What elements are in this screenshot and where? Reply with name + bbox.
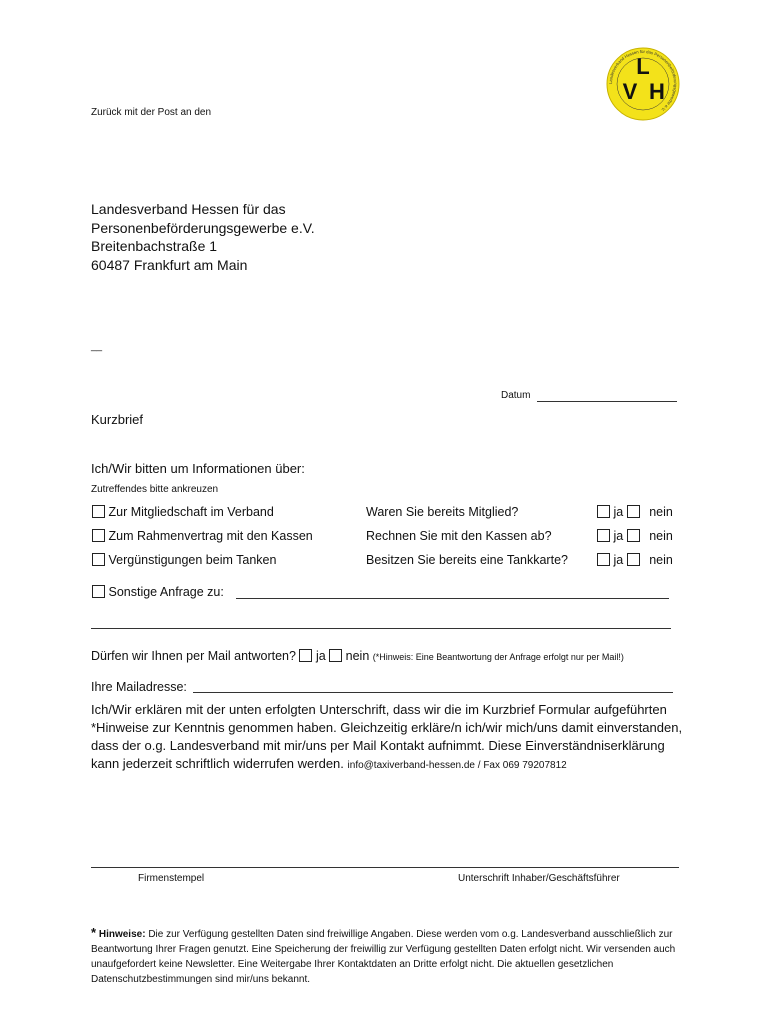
checkbox-other[interactable] (92, 585, 105, 598)
no-label: nein (649, 529, 673, 543)
logo-letter-v: V (622, 79, 638, 104)
footnote (91, 925, 691, 987)
contact-info: info@taxiverband-hessen.de / Fax 069 79207812 (347, 760, 567, 771)
no-label: nein (649, 505, 673, 519)
checkbox-yes[interactable] (597, 505, 610, 518)
address-line: Breitenbachstraße 1 (91, 238, 218, 254)
logo-letter-l: L (636, 54, 650, 79)
consent-text: Ich/Wir erklären mit der unten erfolgten Unterschrift, dass wir die im Kurzbrief Formular aufgeführten *Hinweise zur Kenntnis genommen haben. Gleichzeitig erkläre/n ich/wir mich/uns damit einverstanden, dass der o.g. Landesverband mit mir/uns per Mail Kontakt aufnimmt. Diese Einverständniserklärung kann jederzeit schriftlich widerrufen werden. (91, 702, 683, 771)
other-label: Sonstige Anfrage zu: (108, 585, 224, 599)
intro-text: Ich/Wir bitten um Informationen über: (91, 461, 305, 476)
option-other (92, 585, 224, 599)
logo-ring-text: Landesverband Hessen für das Personenbeförderungsgewerbe e.V. (607, 48, 679, 113)
option-label: Vergünstigungen beim Tanken (108, 553, 277, 567)
other-request-line-2[interactable] (91, 628, 671, 629)
checkbox-mail-yes[interactable] (299, 649, 312, 662)
mail-hint: (*Hinweis: Eine Beantwortung der Anfrage erfolgt nur per Mail!) (372, 652, 624, 662)
yes-label: ja (613, 553, 624, 567)
checkbox-membership[interactable] (92, 505, 105, 518)
address-line: Personenbeförderungsgewerbe e.V. (91, 219, 315, 236)
answer-framework-contract (597, 529, 673, 543)
address-line: 60487 Frankfurt am Main (91, 256, 248, 273)
mail-question-row (91, 649, 624, 663)
mail-yes-label: ja (315, 649, 326, 663)
lvh-logo (606, 47, 680, 121)
answer-fuel-card (597, 553, 673, 567)
option-membership (92, 505, 274, 519)
option-framework-contract (92, 529, 313, 543)
mail-address-line[interactable] (193, 692, 673, 693)
signature-label: Unterschrift Inhaber/Geschäftsführer (458, 873, 620, 884)
no-label: nein (649, 553, 673, 567)
consent-paragraph (91, 701, 691, 775)
checkbox-no[interactable] (627, 553, 640, 566)
signature-line[interactable] (91, 867, 679, 868)
other-request-line[interactable] (236, 598, 669, 599)
checkbox-no[interactable] (627, 505, 640, 518)
checkbox-yes[interactable] (597, 529, 610, 542)
yes-label: ja (613, 529, 624, 543)
footnote-text: Die zur Verfügung gestellten Daten sind freiwillige Angaben. Diese werden vom o.g. Landesverband ausschließlich zur Beantwortung Ihrer Fragen genutzt. Eine Speicherung der freiwillig zur Verfügung gestellten Daten erfolgt nicht. Wir versenden auch unaufgefordert keine Newsletter. Eine Weitergabe Ihrer Kontaktdaten an Dritte erfolgt nicht. Die aktuellen gesetzlichen Datenschutzbestimmungen sind mir/uns bekannt. (91, 929, 676, 985)
footnote-title: Hinweise: (98, 929, 146, 940)
small-mark: __ (91, 341, 103, 352)
checkbox-yes[interactable] (597, 553, 610, 566)
recipient-address (91, 200, 315, 274)
address-line: Landesverband Hessen für das (91, 201, 286, 217)
yes-label: ja (613, 505, 624, 519)
tick-hint: Zutreffendes bitte ankreuzen (91, 484, 219, 495)
footnote-marker: * (91, 925, 97, 940)
question-fuel-card: Besitzen Sie bereits eine Tankkarte? (366, 553, 568, 567)
logo-letter-h: H (649, 79, 665, 104)
mail-question: Dürfen wir Ihnen per Mail antworten? (91, 649, 296, 663)
option-fuel-discount (92, 553, 276, 567)
return-note: Zurück mit der Post an den (91, 107, 212, 118)
question-framework-contract: Rechnen Sie mit den Kassen ab? (366, 529, 552, 543)
stamp-label: Firmenstempel (138, 873, 205, 884)
checkbox-framework-contract[interactable] (92, 529, 105, 542)
mail-address-label: Ihre Mailadresse: (91, 680, 187, 694)
checkbox-mail-no[interactable] (329, 649, 342, 662)
page-title: Kurzbrief (91, 412, 144, 427)
checkbox-no[interactable] (627, 529, 640, 542)
mail-no-label: nein (345, 649, 370, 663)
date-label: Datum (501, 390, 531, 401)
question-membership: Waren Sie bereits Mitglied? (366, 505, 519, 519)
option-label: Zum Rahmenvertrag mit den Kassen (108, 529, 313, 543)
option-label: Zur Mitgliedschaft im Verband (108, 505, 274, 519)
answer-membership (597, 505, 673, 519)
date-field-line[interactable] (537, 401, 677, 402)
checkbox-fuel-discount[interactable] (92, 553, 105, 566)
